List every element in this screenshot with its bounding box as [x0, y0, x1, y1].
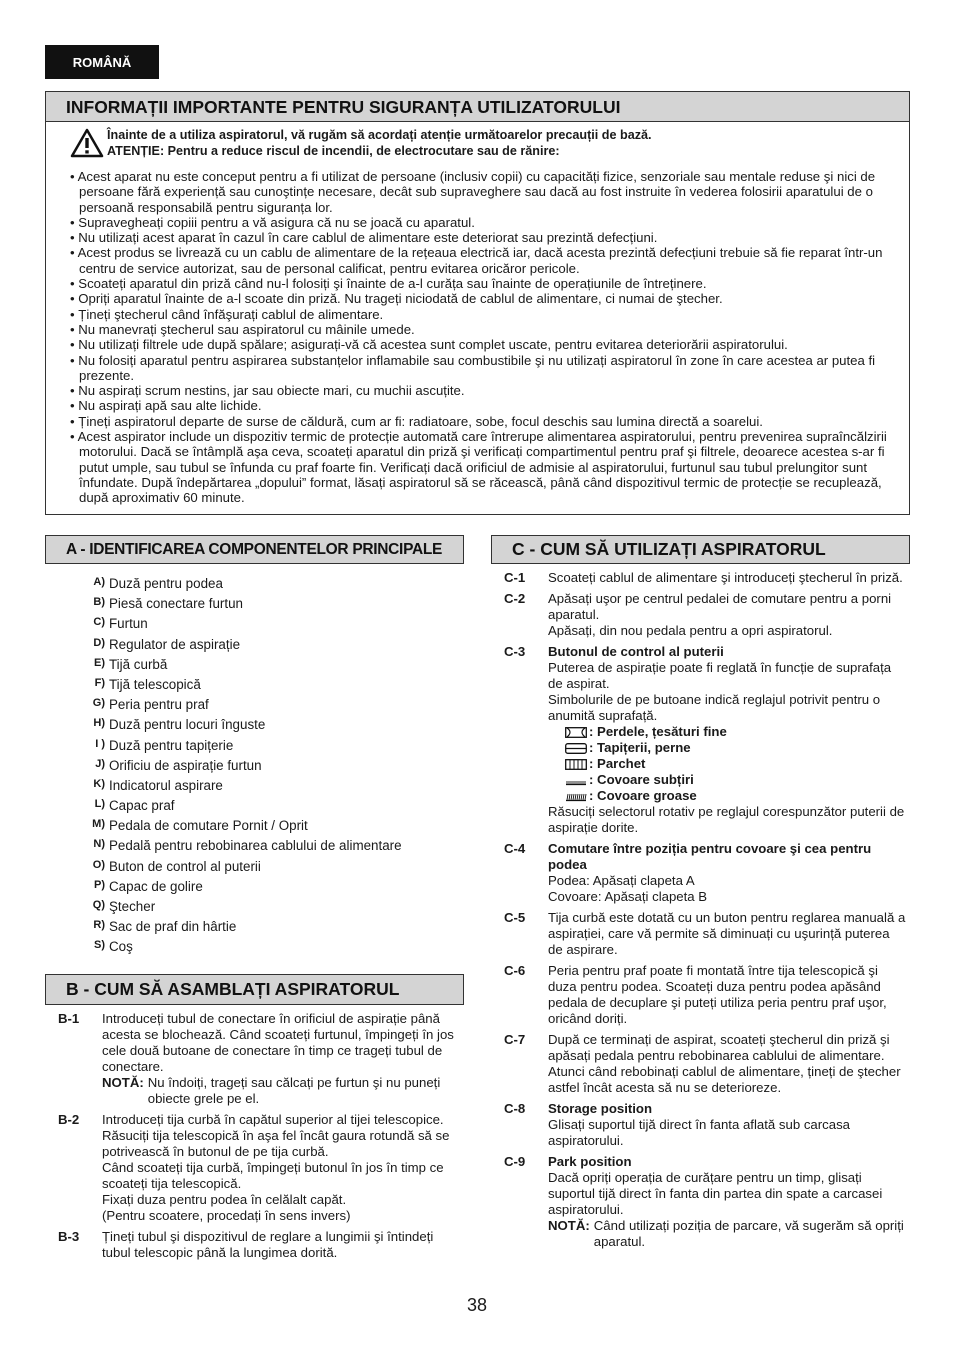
item-label: Capac de golire [109, 878, 203, 894]
symbol-row [565, 772, 906, 788]
step-text: Simbolurile de pe butoane indică reglajul potrivit pentru o anumită suprafață. [548, 692, 881, 723]
item-key: F) [94, 676, 105, 689]
step-text: Introduceți tija curbă în capătul superior al tijei telescopice. [102, 1112, 444, 1127]
item-key: G) [92, 697, 105, 710]
safety-bullet-list [70, 169, 900, 506]
step-text: Atunci când rebobinați cablul de alimentare, țineți de ştecher astfel încât acesta să nu se deterioreze. [548, 1064, 901, 1095]
item-label: Pedala de comutare Pornit / Oprit [109, 818, 308, 834]
item-key: K) [93, 777, 105, 790]
item-key: Q) [92, 899, 105, 911]
step-b3 [58, 1229, 458, 1261]
step-key: C-4 [504, 841, 526, 856]
list-item: • Țineți ştecherul când înfăşurați cablul de alimentare. [70, 307, 900, 322]
step-c5 [504, 910, 906, 958]
note [548, 1218, 906, 1250]
step-c3 [504, 644, 906, 836]
safety-intro-1: Înainte de a utiliza aspiratorul, vă rugăm să acordați atenție următoarelor precauții de bază. [107, 128, 652, 142]
thick-carpet-icon [565, 791, 587, 802]
step-c1 [504, 570, 906, 586]
item-key: R) [93, 919, 105, 932]
item-label: Indicatorul aspirare [109, 777, 223, 793]
step-text: Răsuciți tija telescopică în aşa fel încât gaura rotundă să se potrivească în butonul de pe tija curbă. [102, 1128, 450, 1159]
step-key: B-1 [58, 1011, 80, 1026]
step-c6 [504, 963, 906, 1027]
step-c8 [504, 1101, 906, 1149]
list-item: • Scoateți aparatul din priză când nu-l folosiți şi înainte de a-l curăța sau înainte de operațiunile de întreținere. [70, 276, 900, 291]
item-label: Ştecher [109, 899, 156, 914]
list-item [85, 695, 455, 715]
step-key: C-1 [504, 570, 526, 585]
symbol-label: : Perdele, țesături fine [589, 724, 727, 739]
list-item: • Nu folosiți aparatul pentru aspirarea substanțelor inflamabile sau combustibile şi nu utilizați aspiratorul în zone în care acestea ar putea fi prezente. [70, 353, 900, 384]
list-item: • Țineți aspiratorul departe de surse de căldură, cum ar fi: radiatoare, sobe, focul deschis sau lumina directă a soarelui. [70, 414, 900, 429]
step-text: După ce terminați de aspirat, scoateți ştecherul din priză şi apăsați pedala pentru rebobinarea cablului de alimentare. [548, 1032, 890, 1063]
symbol-row [565, 724, 906, 740]
list-item: • Nu aspirați scrum nestins, jar sau obiecte mari, cu muchii ascuțite. [70, 383, 900, 398]
item-key: N) [93, 838, 105, 851]
item-label: Pedală pentru rebobinarea cablului de alimentare [109, 838, 402, 854]
section-a-title: A - IDENTIFICAREA COMPONENTELOR PRINCIPALE [45, 535, 464, 564]
language-tab: ROMÂNĂ [45, 45, 159, 79]
list-item [85, 675, 455, 695]
step-heading: Storage position [548, 1101, 653, 1116]
list-item: • Nu aspirați apă sau alte lichide. [70, 398, 900, 413]
section-b-title: B - CUM SĂ ASAMBLAȚI ASPIRATORUL [45, 974, 464, 1005]
step-text: Covoare: Apăsați clapeta B [548, 889, 708, 904]
list-item [85, 857, 455, 877]
step-text: Introduceți tubul de conectare în orificiul de aspirație până acesta se blochează. Când scoateți furtunul, împingeți în jos cele două butoane de conectare în timp ce trageți tubul de conectare. [102, 1011, 454, 1074]
step-text: Fixați duza pentru podea în celălalt capăt. [102, 1192, 347, 1207]
list-item [85, 796, 455, 816]
curtain-icon [565, 727, 587, 738]
step-text: Puterea de aspirație poate fi reglată în funcție de suprafața de aspirat. [548, 660, 892, 691]
section-c-title: C - CUM SĂ UTILIZAȚI ASPIRATORUL [491, 535, 910, 564]
item-label: Orificiu de aspirație furtun [109, 757, 262, 773]
list-item [85, 574, 455, 594]
item-key: S) [94, 939, 105, 952]
step-heading: Comutare între poziția pentru covoare şi cea pentru podea [548, 841, 872, 872]
item-key: B) [93, 596, 105, 609]
step-key: C-3 [504, 644, 526, 659]
step-heading: Butonul de control al puterii [548, 644, 724, 659]
upholstery-icon [565, 743, 587, 754]
step-text: Apăsați, din nou pedala pentru a opri aspiratorul. [548, 623, 833, 638]
note [102, 1075, 458, 1107]
list-item [85, 594, 455, 614]
item-key: J) [95, 757, 105, 770]
symbol-label: : Covoare groase [589, 788, 697, 803]
symbol-label: : Covoare subțiri [589, 772, 694, 787]
item-key: C) [93, 616, 105, 629]
item-label: Duză pentru podea [109, 576, 223, 591]
item-label: Coş [109, 939, 133, 955]
step-c4 [504, 841, 906, 905]
safety-intro [107, 127, 652, 159]
list-item [85, 897, 455, 917]
item-label: Piesă conectare furtun [109, 596, 243, 612]
step-b2 [58, 1112, 458, 1224]
step-text: Țineți tubul şi dispozitivul de reglare a lungimii şi întindeți tubul telescopic până la lungimea dorită. [102, 1229, 434, 1260]
item-label: Tijă telescopică [109, 676, 201, 692]
list-item [85, 816, 455, 836]
item-label: Duză pentru locuri înguste [109, 717, 266, 733]
step-c7 [504, 1032, 906, 1096]
symbol-row [565, 756, 906, 772]
item-key: M) [92, 818, 105, 831]
item-key: I ) [95, 737, 105, 750]
item-label: Peria pentru praf [109, 697, 209, 713]
step-key: C-7 [504, 1032, 526, 1047]
step-key: C-9 [504, 1154, 526, 1169]
step-key: C-8 [504, 1101, 526, 1116]
note-text: Nu îndoiți, trageți sau călcați pe furtun şi nu puneți obiecte grele pe el. [147, 1075, 441, 1106]
list-item [85, 917, 455, 937]
safety-intro-2: ATENȚIE: Pentru a reduce riscul de incendii, de electrocutare sau de rănire: [107, 144, 560, 158]
step-text: Când scoateți tija curbă, împingeți butonul în jos în timp ce scoateți tija telescopică. [102, 1160, 444, 1191]
list-item [85, 776, 455, 796]
note-text: Când utilizați poziția de parcare, vă sugerăm să opriți aparatul. [593, 1218, 904, 1249]
note-label: NOTĂ: [548, 1218, 590, 1233]
step-text: Scoateți cablul de alimentare şi introduceți ştecherul în priză. [548, 570, 903, 585]
parquet-icon [565, 759, 587, 770]
symbol-row [565, 740, 906, 756]
list-item: • Supravegheați copiii pentru a vă asigura că nu se joacă cu aparatul. [70, 215, 900, 230]
list-item [85, 715, 455, 735]
list-item: • Acest produs se livrează cu un cablu de alimentare de la rețeaua electrică iar, dacă acesta prezintă defecțiuni trebuie să fie reparat într-un centru de service autorizat, sau de personal calificat, pentru evitarea oricăror pericole. [70, 245, 900, 276]
step-text: (Pentru scoatere, procedați în sens invers) [102, 1208, 351, 1223]
item-key: D) [93, 636, 105, 649]
list-item: • Acest aspirator include un dispozitiv termic de protecție automată care întrerupe alimentarea aspiratorului, pentru prevenirea supraîncălzirii motorului. Dacă se întâmplă aşa ceva, scoateți aparatul din priză şi verificați compartimentul pentru praf şi filtrele, deoarece acestea s-ar fi putut umple, sau tubul se înfunda cu praf foarte fin. Verificați dacă orificiul de admisie al aspiratorului, furtunul sau tubul prelungitor sunt înfundate. După îndepărtarea „dopului” format, lăsați aspiratorul să se răcească, până când dispozitivul termic de protecție se recuplează, după aproximativ 60 minute. [70, 429, 900, 505]
step-text: Dacă opriți operația de curățare pentru un timp, glisați suportul tijă direct în fanta din partea din spate a carcasei aspiratorului. [548, 1170, 883, 1217]
step-key: C-6 [504, 963, 526, 978]
item-label: Buton de control al puterii [109, 858, 261, 874]
list-item [85, 937, 455, 957]
item-label: Sac de praf din hârtie [109, 919, 237, 935]
list-item: • Opriți aparatul înainte de a-l scoate din priză. Nu trageți niciodată de cablul de alimentare, ci numai de ştecher. [70, 291, 900, 306]
step-text: Apăsați uşor pe centrul pedalei de comutare pentru a porni aparatul. [548, 591, 892, 622]
symbol-list [548, 724, 906, 804]
symbol-row [565, 788, 906, 804]
step-text: Răsuciți selectorul rotativ pe reglajul corespunzător puterii de aspirație dorite. [548, 804, 905, 835]
item-key: O) [92, 858, 105, 871]
step-key: B-3 [58, 1229, 80, 1244]
page-number: 38 [466, 1295, 488, 1315]
list-item: • Acest aparat nu este conceput pentru a fi utilizat de persoane (inclusiv copii) cu capacități fizice, senzoriale sau mentale reduse şi nici de persoane fără experiență sau cunoştințe necesare, decât sub supraveghere sau dacă au fost instruite în vederea folosirii aparatului de o persoană responsabilă pentru siguranța lor. [70, 169, 900, 215]
list-item: • Nu utilizați acest aparat în cazul în care cablul de alimentare este deteriorat sau prezintă defecțiuni. [70, 230, 900, 245]
components-list [85, 574, 455, 958]
item-label: Furtun [109, 616, 148, 632]
list-item [85, 614, 455, 634]
step-key: C-5 [504, 910, 526, 925]
item-key: E) [94, 656, 105, 669]
thin-carpet-icon [565, 775, 587, 786]
step-text: Tija curbă este dotată cu un buton pentru reglarea manuală a aspirației, care vă permite să diminuați cu uşurință puterea de aspirare. [548, 910, 906, 957]
step-c2 [504, 591, 906, 639]
item-label: Tijă curbă [109, 656, 168, 672]
list-item: • Nu utilizați filtrele ude după spălare; asigurați-vă că acestea sunt complet uscate, pentru evitarea deteriorării aspiratorului. [70, 337, 900, 352]
safety-section [45, 91, 910, 515]
safety-title: INFORMAȚII IMPORTANTE PENTRU SIGURANȚA UTILIZATORULUI [46, 92, 909, 122]
item-key: A) [93, 576, 105, 588]
list-item: • Nu manevrați ştecherul sau aspiratorul cu mâinile umede. [70, 322, 900, 337]
assembly-steps [58, 1011, 458, 1266]
step-key: B-2 [58, 1112, 80, 1127]
list-item [85, 756, 455, 776]
item-label: Capac praf [109, 798, 175, 814]
list-item [85, 655, 455, 675]
usage-steps [504, 570, 906, 1255]
step-key: C-2 [504, 591, 526, 606]
symbol-label: : Parchet [589, 756, 646, 771]
item-key: H) [93, 717, 105, 730]
list-item [85, 877, 455, 897]
symbol-label: : Tapițerii, perne [589, 740, 691, 755]
warning-icon [70, 128, 104, 158]
item-key: P) [94, 878, 105, 891]
step-text: Peria pentru praf poate fi montată între tija telescopică şi duza pentru podea. Scoateți duza pentru podea apăsând pedala de decuplare şi puteți utiliza peria pentru praf uşor, oricând doriți. [548, 963, 887, 1026]
list-item [85, 635, 455, 655]
list-item [85, 836, 455, 856]
step-heading: Park position [548, 1154, 632, 1169]
item-key: L) [94, 798, 105, 811]
list-item [85, 736, 455, 756]
step-text: Glisați suportul tijă direct în fanta aflată sub carcasa aspiratorului. [548, 1117, 850, 1148]
note-label: NOTĂ: [102, 1075, 144, 1090]
step-c9 [504, 1154, 906, 1250]
item-label: Duză pentru tapițerie [109, 737, 234, 753]
step-b1 [58, 1011, 458, 1107]
item-label: Regulator de aspirație [109, 636, 241, 652]
step-text: Podea: Apăsați clapeta A [548, 873, 695, 888]
